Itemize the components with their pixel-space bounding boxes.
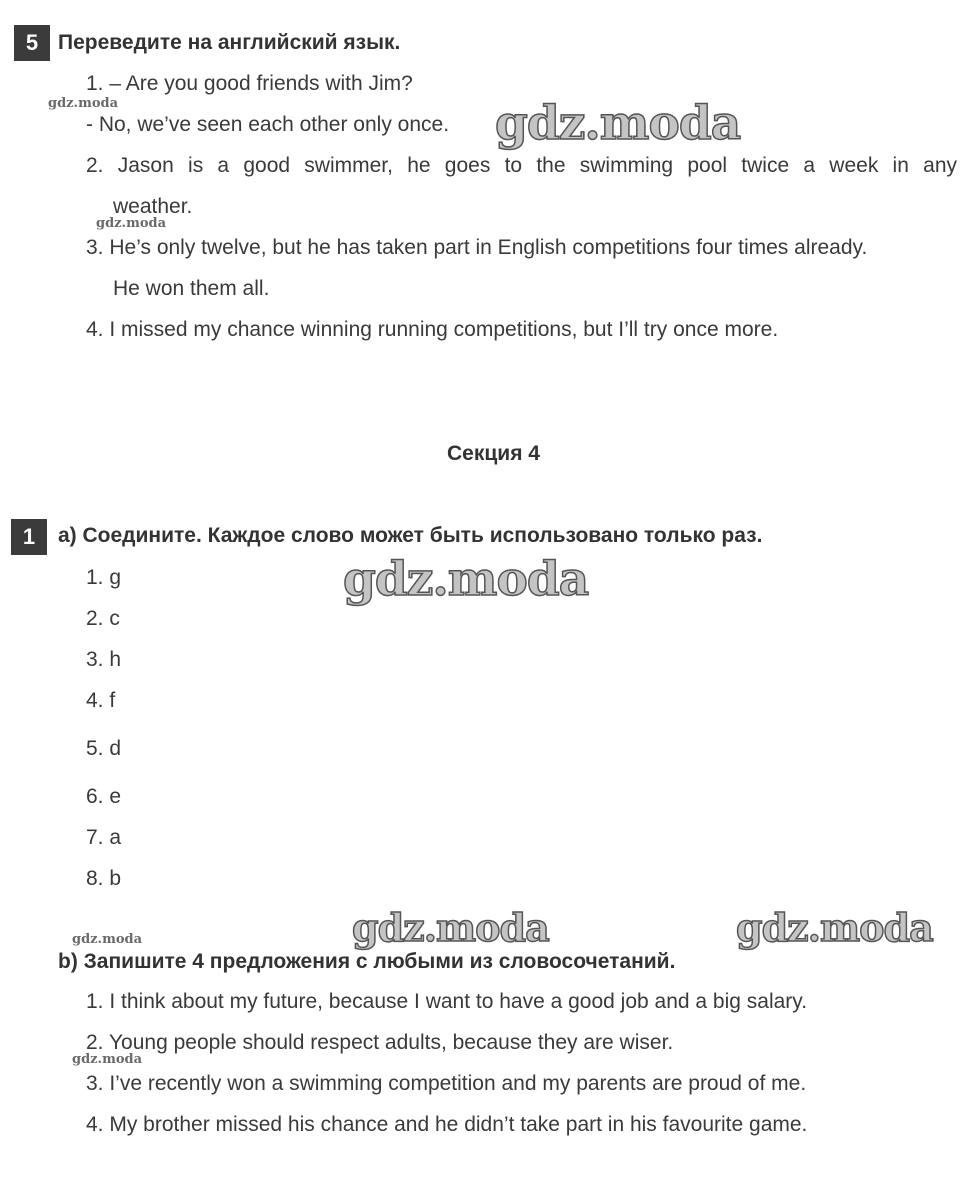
ex5-line-2: - No, we’ve seen each other only once. (86, 113, 450, 136)
answer-item: 4. f (86, 689, 116, 712)
ex5-line-3: 2. Jason is a good swimmer, he goes to the swimming pool twice a week in any (86, 154, 957, 177)
watermark-logo: gdz.moda (352, 905, 549, 950)
answer-item: 3. h (86, 648, 122, 671)
answer-item: 2. c (86, 607, 120, 630)
ex5-line-1: 1. – Are you good friends with Jim? (86, 72, 413, 95)
ex5-line-6: He won them all. (113, 277, 270, 300)
exercise-5-title: Переведите на английский язык. (58, 31, 401, 54)
exercise-1b-title: b) Запишите 4 предложения с любыми из словосочетаний. (58, 950, 676, 973)
sentence-item: 4. My brother missed his chance and he didn’t take part in his favourite game. (86, 1113, 808, 1136)
watermark-small: gdz.moda (72, 1052, 143, 1067)
watermark-small: gdz.moda (96, 216, 167, 231)
exercise-number-badge: 5 (14, 25, 50, 61)
ex5-line-5: 3. He’s only twelve, but he has taken part in English competitions four times already. (86, 236, 868, 259)
ex5-line-7: 4. I missed my chance winning running competitions, but I’ll try once more. (86, 318, 779, 341)
answer-item: 8. b (86, 867, 122, 890)
answer-item: 7. a (86, 826, 122, 849)
answer-item: 1. g (86, 566, 122, 589)
answer-item: 5. d (86, 737, 122, 760)
answer-item: 6. e (86, 785, 122, 808)
section-title: Секция 4 (447, 442, 540, 465)
sentence-item: 1. I think about my future, because I want to have a good job and a big salary. (86, 990, 808, 1013)
watermark-small: gdz.moda (48, 96, 119, 111)
watermark-logo: gdz.moda (736, 905, 933, 950)
exercise-1a-title: a) Соедините. Каждое слово может быть использовано только раз. (58, 524, 763, 547)
exercise-number-badge: 1 (11, 519, 47, 555)
sentence-item: 2. Young people should respect adults, because they are wiser. (86, 1031, 674, 1054)
watermark-logo: gdz.moda (343, 552, 589, 607)
watermark-logo: gdz.moda (495, 96, 741, 151)
sentence-item: 3. I’ve recently won a swimming competition and my parents are proud of me. (86, 1072, 807, 1095)
ex5-line-4: weather. (113, 195, 193, 218)
watermark-small: gdz.moda (72, 932, 143, 947)
